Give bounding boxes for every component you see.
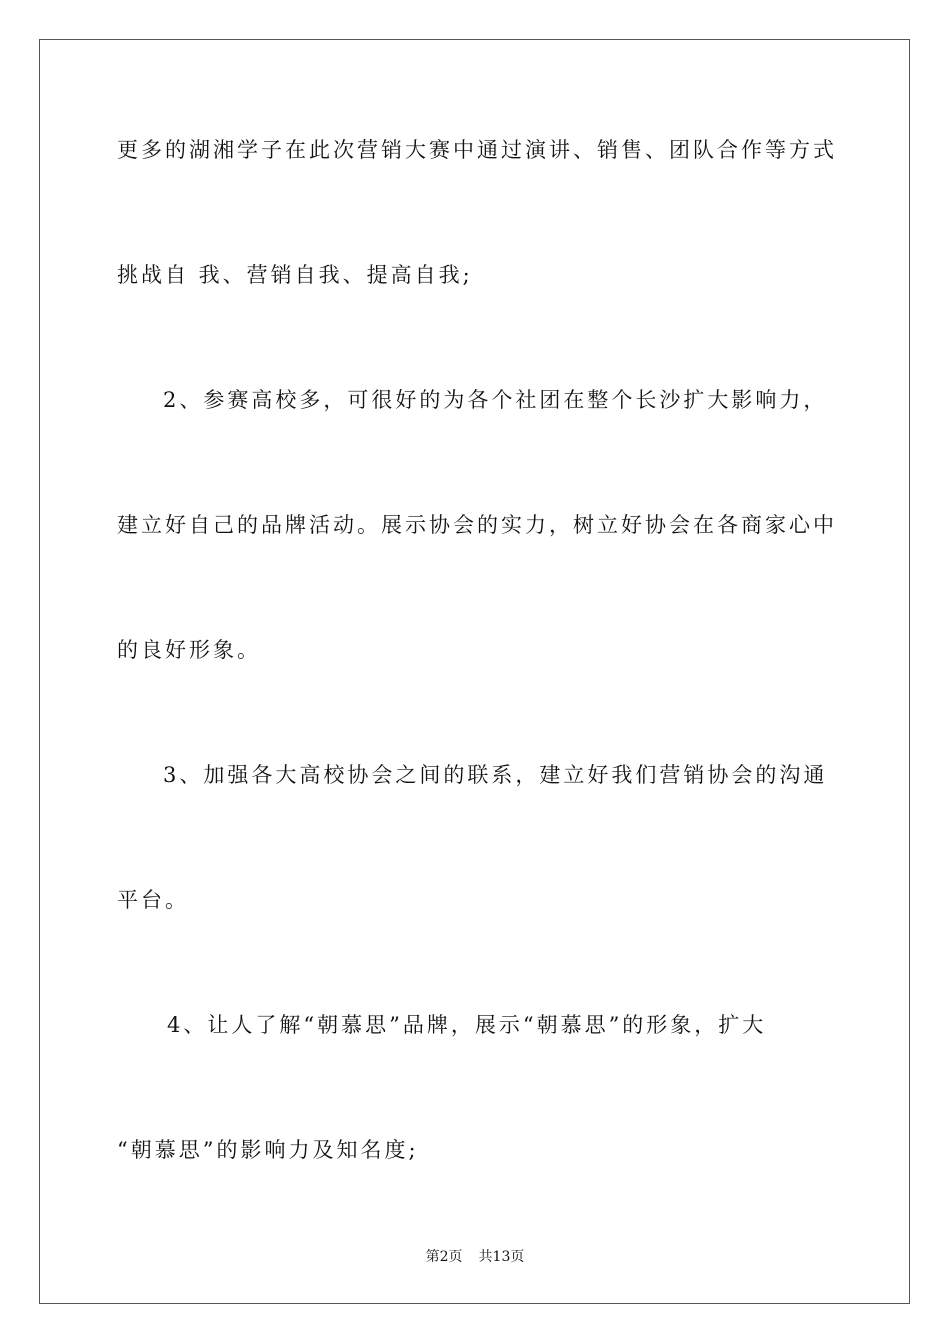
body-text-line: 4、让人了解“朝慕思”品牌，展示“朝慕思”的形象，扩大 [167,1013,767,1037]
body-text-line: 平台。 [117,888,189,912]
page-border [39,39,910,1304]
body-text-line: 更多的湖湘学子在此次营销大赛中通过演讲、销售、团队合作等方式 [117,138,837,162]
body-text-line: 建立好自己的品牌活动。展示协会的实力，树立好协会在各商家心中 [117,513,837,537]
page-footer [0,1248,950,1266]
body-text-line: “朝慕思”的影响力及知名度; [117,1138,419,1162]
body-text-line: 3、加强各大高校协会之间的联系，建立好我们营销协会的沟通 [163,763,828,787]
total-pages: 共13页 [478,1249,525,1265]
page-number: 第2页 [425,1249,463,1265]
body-text-line: 2、参赛高校多，可很好的为各个社团在整个长沙扩大影响力， [163,388,828,412]
body-text-line: 的良好形象。 [117,638,261,662]
body-text-line: 挑战自 我、营销自我、提高自我; [117,263,473,287]
